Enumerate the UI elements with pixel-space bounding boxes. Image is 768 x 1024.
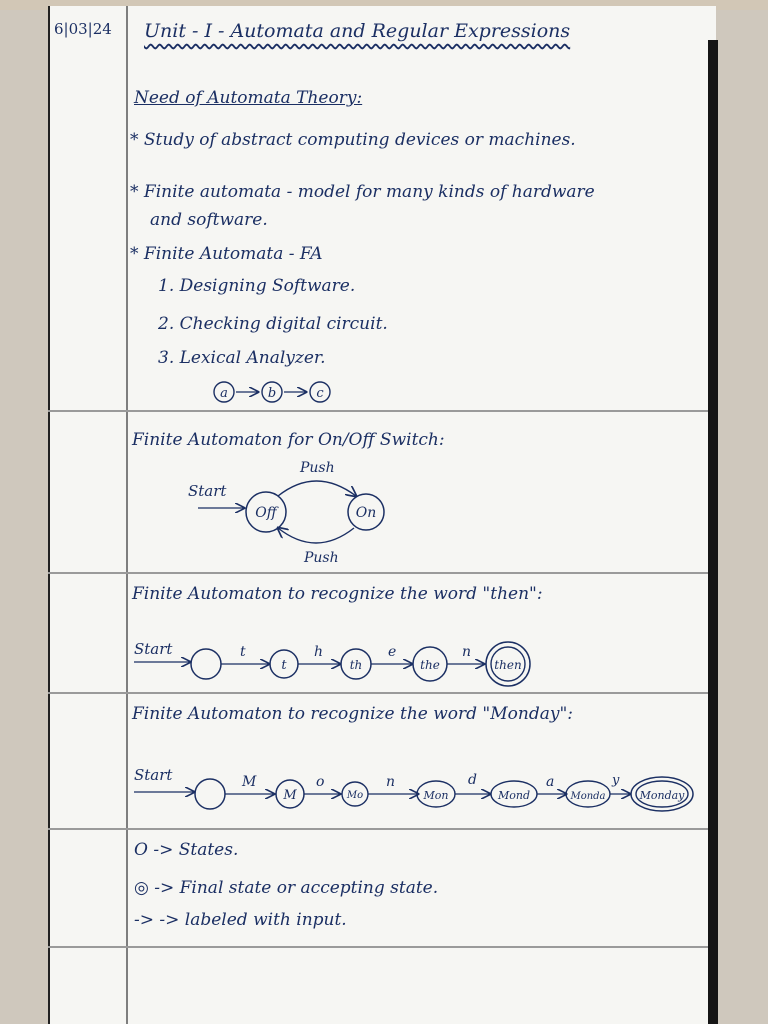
divider <box>48 946 708 948</box>
state-label: the <box>420 658 440 672</box>
input-label: y <box>612 773 620 788</box>
on-off-switch-diagram <box>188 456 408 566</box>
section-heading-then: Finite Automaton to recognize the word "then": <box>132 584 543 604</box>
date: 6|03|24 <box>54 20 112 38</box>
divider <box>48 692 708 694</box>
start-label: Start <box>134 766 173 784</box>
input-label: t <box>240 644 246 660</box>
page-edge <box>708 40 718 1024</box>
state-label: c <box>316 386 324 401</box>
margin-line <box>126 6 128 1024</box>
push-label-bottom: Push <box>304 550 339 566</box>
start-label: Start <box>188 482 227 500</box>
bullet-finite-automata: * Finite automata - model for many kinds of hardware <box>130 182 595 202</box>
list-item: 2. Checking digital circuit. <box>158 314 388 334</box>
list-item: 1. Designing Software. <box>158 276 356 296</box>
input-label: n <box>386 774 396 790</box>
input-label: o <box>316 774 325 790</box>
section-heading-need: Need of Automata Theory: <box>134 88 363 108</box>
state-label: a <box>220 386 228 401</box>
page-title: Unit - I - Automata and Regular Expressions <box>144 20 571 42</box>
divider <box>48 410 708 412</box>
legend-states: O -> States. <box>134 840 239 860</box>
bullet-finite-automata-cont: and software. <box>150 210 268 230</box>
state-label: M <box>283 788 297 803</box>
state-label: Mon <box>423 789 449 802</box>
section-heading-switch: Finite Automaton for On/Off Switch: <box>132 430 445 450</box>
monday-automaton-diagram <box>134 762 704 814</box>
bullet-fa: * Finite Automata - FA <box>130 244 323 264</box>
section-heading-monday: Finite Automaton to recognize the word "Monday": <box>132 704 574 724</box>
legend-final-state: ◎ -> Final state or accepting state. <box>134 878 439 898</box>
divider <box>48 572 708 574</box>
abc-chain-diagram <box>208 376 348 410</box>
state-off-label: Off <box>255 505 277 521</box>
state-label: Mond <box>497 789 531 802</box>
legend-input: -> -> labeled with input. <box>134 910 347 930</box>
state-label: th <box>349 658 363 672</box>
state-label: Mo <box>346 790 364 801</box>
input-label: M <box>242 774 257 790</box>
state-initial <box>195 779 225 809</box>
input-label: e <box>388 644 397 660</box>
bullet-study: * Study of abstract computing devices or machines. <box>130 130 576 150</box>
state-label: Monda <box>570 791 606 802</box>
state-label: b <box>267 386 277 401</box>
input-label: h <box>314 644 324 660</box>
notebook-page <box>48 6 716 1024</box>
state-on-label: On <box>355 505 377 521</box>
state-label: Monday <box>639 789 685 802</box>
then-automaton-diagram <box>134 634 554 684</box>
list-item: 3. Lexical Analyzer. <box>158 348 326 368</box>
divider <box>48 828 708 830</box>
input-label: a <box>546 774 555 790</box>
state-initial <box>191 649 221 679</box>
state-label: then <box>494 658 522 672</box>
push-label-top: Push <box>300 460 335 476</box>
input-label: d <box>468 772 477 788</box>
start-label: Start <box>134 640 173 658</box>
input-label: n <box>462 644 472 660</box>
state-label: t <box>281 658 287 673</box>
